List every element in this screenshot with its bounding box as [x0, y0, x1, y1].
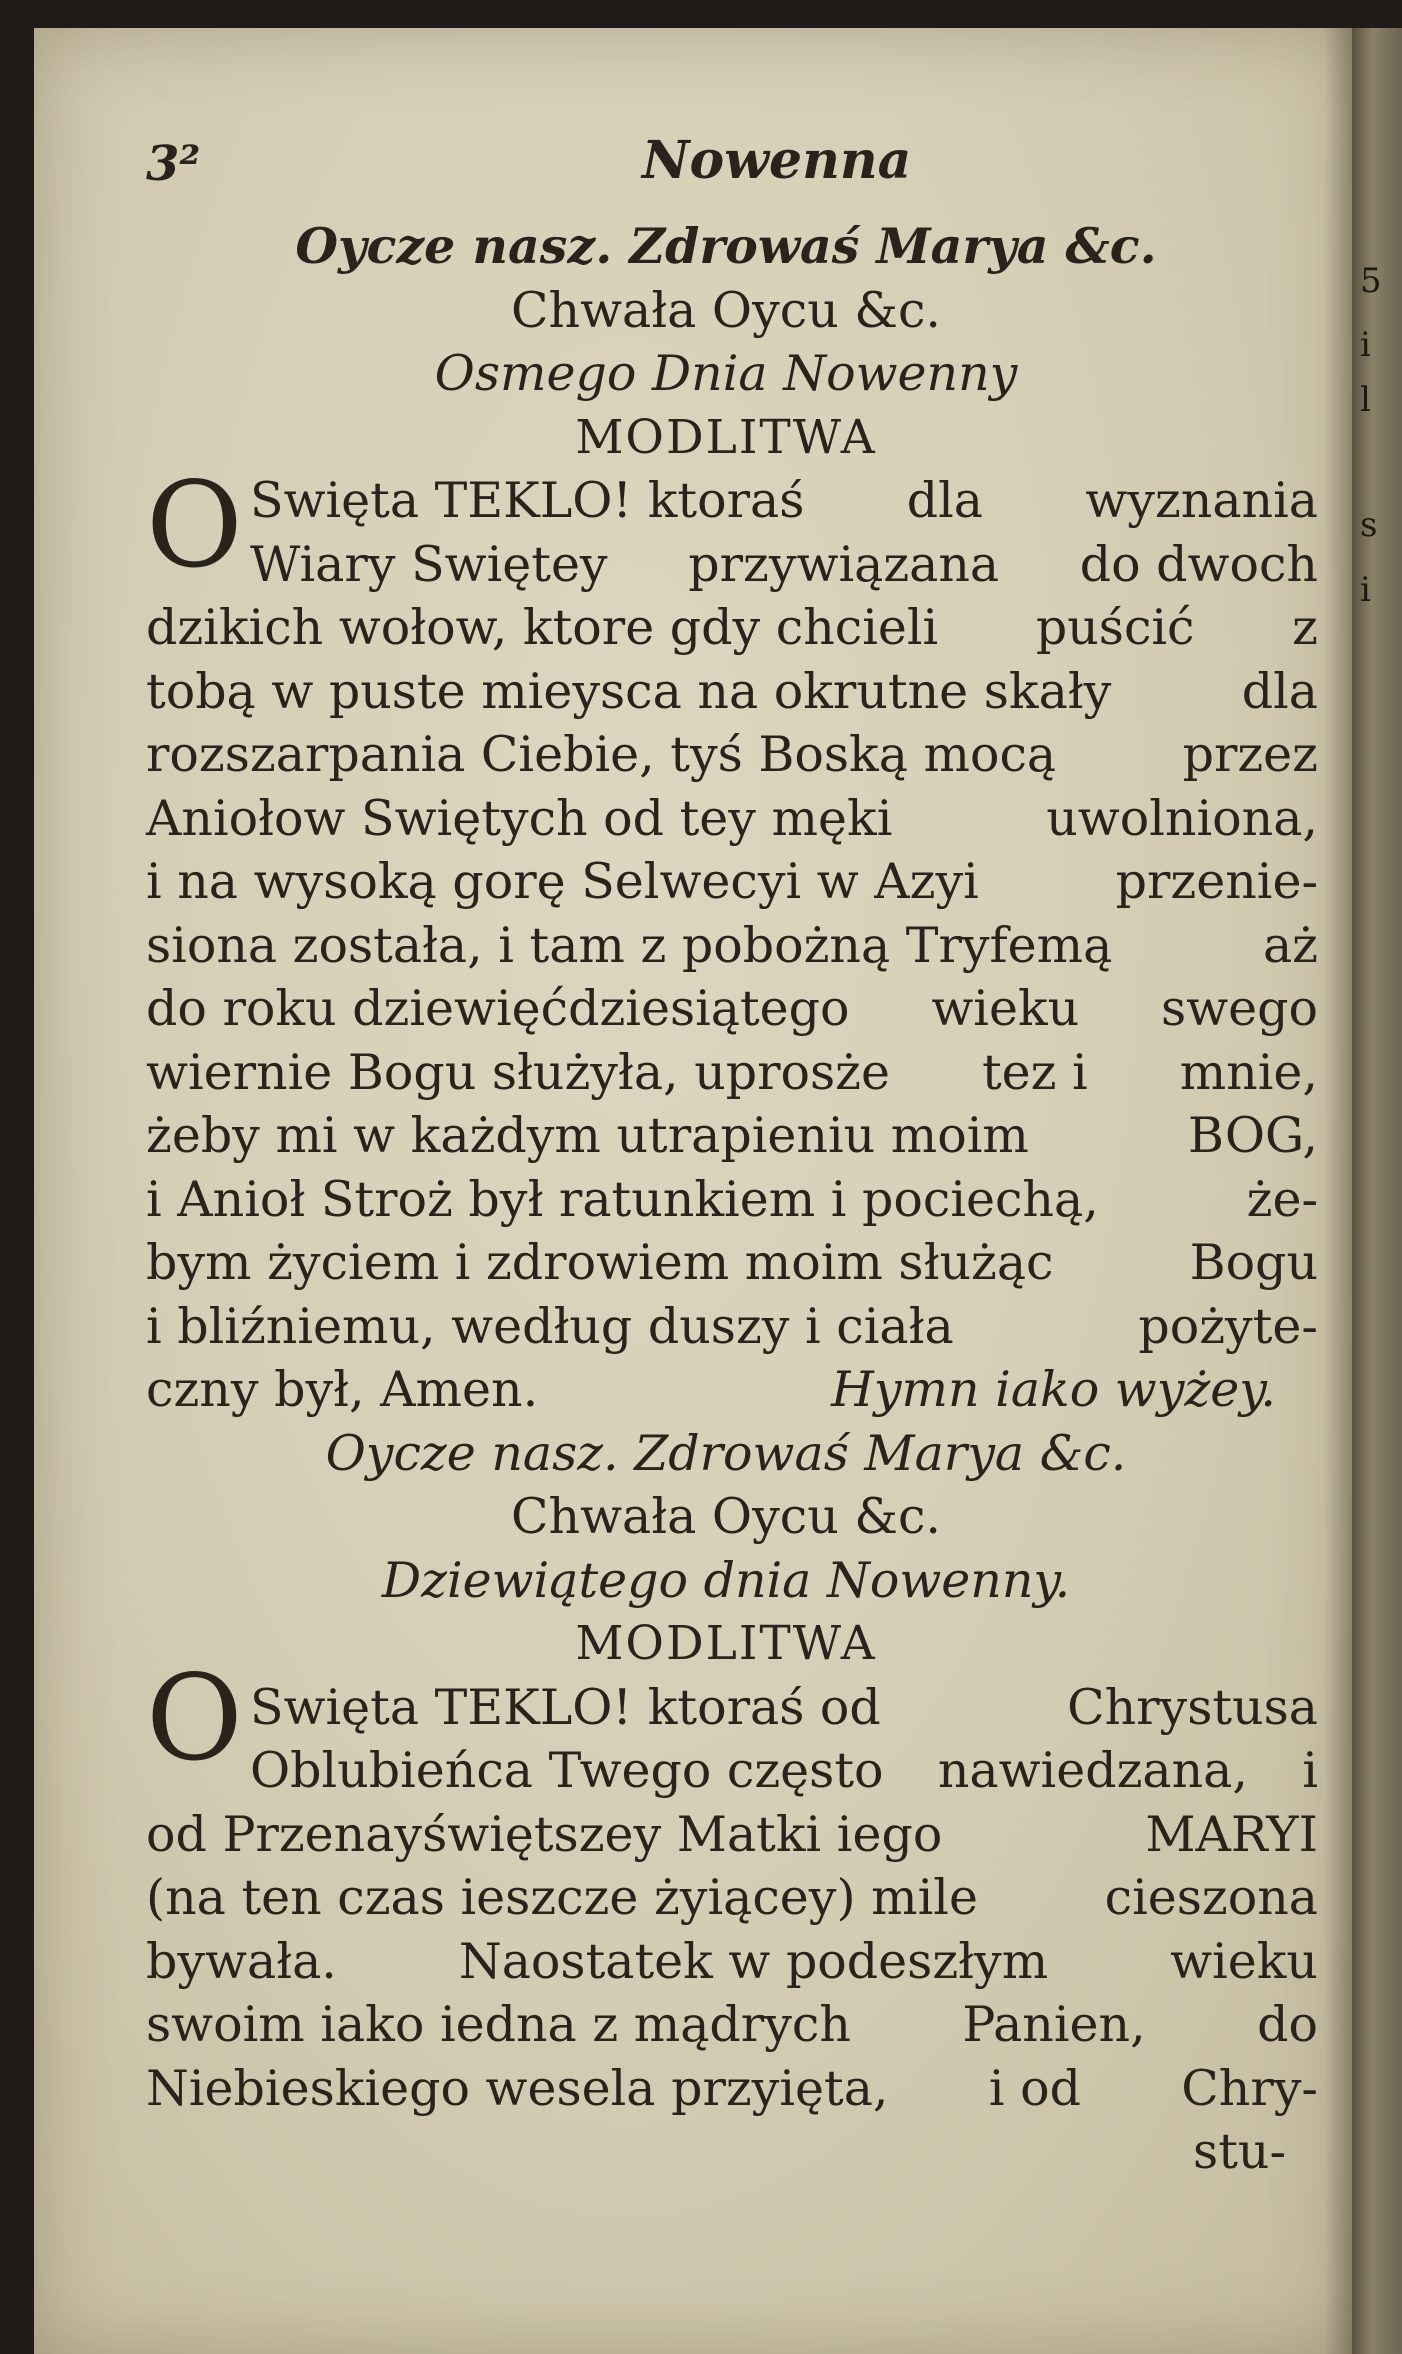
- text-line: [146, 1676, 1318, 1740]
- text-segment: bywała.: [146, 1932, 337, 1990]
- text-segment: rozszarpania Ciebie, tyś Boską mocą: [146, 726, 1057, 783]
- prayer-reference: Oycze nasz. Zdrowaś Marya &c.: [295, 217, 1157, 275]
- text-segment: wyznania: [1085, 472, 1318, 529]
- text-segment: i Anioł Stroż był ratunkiem i pociechą,: [146, 1170, 1099, 1228]
- closing-line: [146, 1358, 1276, 1422]
- text-segment: bym życiem i zdrowiem moim służąc: [146, 1234, 1054, 1291]
- text-segment: żeby mi w każdym utrapieniu moim: [146, 1107, 1029, 1164]
- text-segment: swoim iako iedna z mądrych: [146, 1996, 851, 2053]
- text-line: [146, 469, 1318, 533]
- text-segment: Chry-: [1181, 2059, 1318, 2117]
- facing-page-edge: [1352, 28, 1402, 2354]
- text-segment: wieku: [1170, 1932, 1318, 1990]
- edge-fragment: s: [1360, 505, 1378, 545]
- closing-amen: czny był, Amen.: [146, 1361, 539, 1418]
- text-line: [146, 1041, 1318, 1105]
- text-segment: nawiedzana,: [937, 1742, 1248, 1799]
- text-line: [146, 1295, 1318, 1359]
- text-segment: do dwoch: [1079, 535, 1318, 593]
- text-line: [146, 1930, 1318, 1994]
- prayer-title: MODLITWA: [575, 1616, 877, 1671]
- text-segment: do roku dziewięćdziesiątego: [146, 980, 850, 1037]
- glory-reference: Chwała Oycu &c.: [511, 1488, 941, 1545]
- text-segment: pożyte-: [1138, 1297, 1318, 1355]
- text-segment: przenie-: [1115, 853, 1318, 910]
- text-line: [146, 1104, 1318, 1168]
- text-line: [146, 1739, 1318, 1803]
- day-heading: Dziewiątego dnia Nowenny.: [381, 1551, 1071, 1609]
- text-segment: puścić: [1035, 599, 1195, 656]
- text-line: [146, 1993, 1318, 2057]
- page-text: [146, 215, 1336, 2184]
- text-segment: siona została, i tam z pobożną Tryfemą: [146, 916, 1113, 974]
- text-line: [146, 914, 1318, 978]
- text-segment: aż: [1262, 916, 1318, 974]
- prayer-body: [146, 1676, 1336, 2121]
- page-header: [146, 130, 1296, 200]
- running-title: Nowenna: [642, 130, 912, 191]
- text-segment: BOG,: [1187, 1107, 1318, 1164]
- text-segment: Swięta TEKLO! ktoraś: [250, 472, 805, 529]
- edge-fragment: i: [1360, 570, 1371, 610]
- text-line: [146, 1168, 1318, 1232]
- text-segment: Swięta TEKLO! ktoraś od: [250, 1678, 881, 1736]
- text-segment: dla: [1241, 662, 1318, 720]
- text-segment: Chrystusa: [1067, 1678, 1318, 1736]
- text-segment: cieszona: [1104, 1869, 1318, 1926]
- drop-cap: O: [146, 456, 243, 594]
- text-line: [146, 850, 1318, 914]
- text-segment: i na wysoką gorę Selwecyi w Azyi: [146, 853, 979, 910]
- prayer-reference: Oycze nasz. Zdrowaś Marya &c.: [325, 1424, 1127, 1482]
- text-segment: (na ten czas ieszcze żyiącey) mile: [146, 1869, 978, 1926]
- text-line: [146, 533, 1318, 597]
- text-segment: przez: [1182, 726, 1318, 783]
- text-segment: mnie,: [1179, 1043, 1318, 1101]
- edge-fragment: 5: [1360, 261, 1382, 301]
- text-segment: i bliźniemu, według duszy i ciała: [146, 1297, 954, 1355]
- text-segment: z: [1292, 599, 1318, 656]
- text-line: [146, 596, 1318, 660]
- text-segment: Oblubieńca Twego często: [250, 1742, 884, 1799]
- text-segment: wiernie Bogu służyła, uprosże: [146, 1043, 890, 1101]
- text-segment: i: [1302, 1742, 1318, 1799]
- text-segment: że-: [1246, 1170, 1318, 1228]
- text-line: [146, 787, 1318, 851]
- text-line: [146, 2057, 1318, 2121]
- text-segment: Panien,: [962, 1996, 1146, 2053]
- text-segment: Niebieskiego wesela przyięta,: [146, 2059, 889, 2117]
- text-segment: Naostatek w podeszłym: [458, 1932, 1049, 1990]
- hymn-note: Hymn iako wyżey.: [831, 1361, 1276, 1418]
- text-line: [146, 723, 1318, 787]
- day-heading: Osmego Dnia Nowenny: [434, 345, 1018, 402]
- text-segment: tez i: [981, 1043, 1088, 1101]
- text-segment: Bogu: [1189, 1234, 1318, 1291]
- catchword: stu-: [1193, 2123, 1286, 2180]
- text-segment: tobą w puste mieysca na okrutne skały: [146, 662, 1112, 720]
- text-segment: uwolniona,: [1046, 789, 1318, 847]
- text-segment: MARYI: [1145, 1805, 1318, 1863]
- text-segment: wieku: [931, 980, 1080, 1037]
- text-segment: Aniołow Swiętych od tey męki: [146, 789, 893, 847]
- text-line: [146, 1803, 1318, 1867]
- edge-fragment: l: [1360, 380, 1371, 420]
- page-number: 3²: [146, 136, 201, 192]
- text-line: [146, 1231, 1318, 1295]
- edge-fragment: i: [1360, 325, 1371, 365]
- text-segment: od Przenayświętszey Matki iego: [146, 1805, 943, 1863]
- glory-reference: Chwała Oycu &c.: [511, 281, 941, 339]
- text-segment: dzikich wołow, ktore gdy chcieli: [146, 599, 939, 656]
- text-line: [146, 1866, 1318, 1930]
- text-segment: swego: [1161, 980, 1318, 1037]
- text-line: [146, 977, 1318, 1041]
- text-segment: przywiązana: [688, 535, 1000, 593]
- text-segment: i od: [988, 2059, 1081, 2117]
- text-segment: dla: [906, 472, 983, 529]
- prayer-body: [146, 469, 1336, 1358]
- prayer-title: MODLITWA: [575, 409, 877, 465]
- text-segment: Wiary Swiętey: [250, 535, 608, 593]
- text-segment: do: [1257, 1996, 1318, 2053]
- text-line: [146, 660, 1318, 724]
- drop-cap: O: [146, 1649, 243, 1787]
